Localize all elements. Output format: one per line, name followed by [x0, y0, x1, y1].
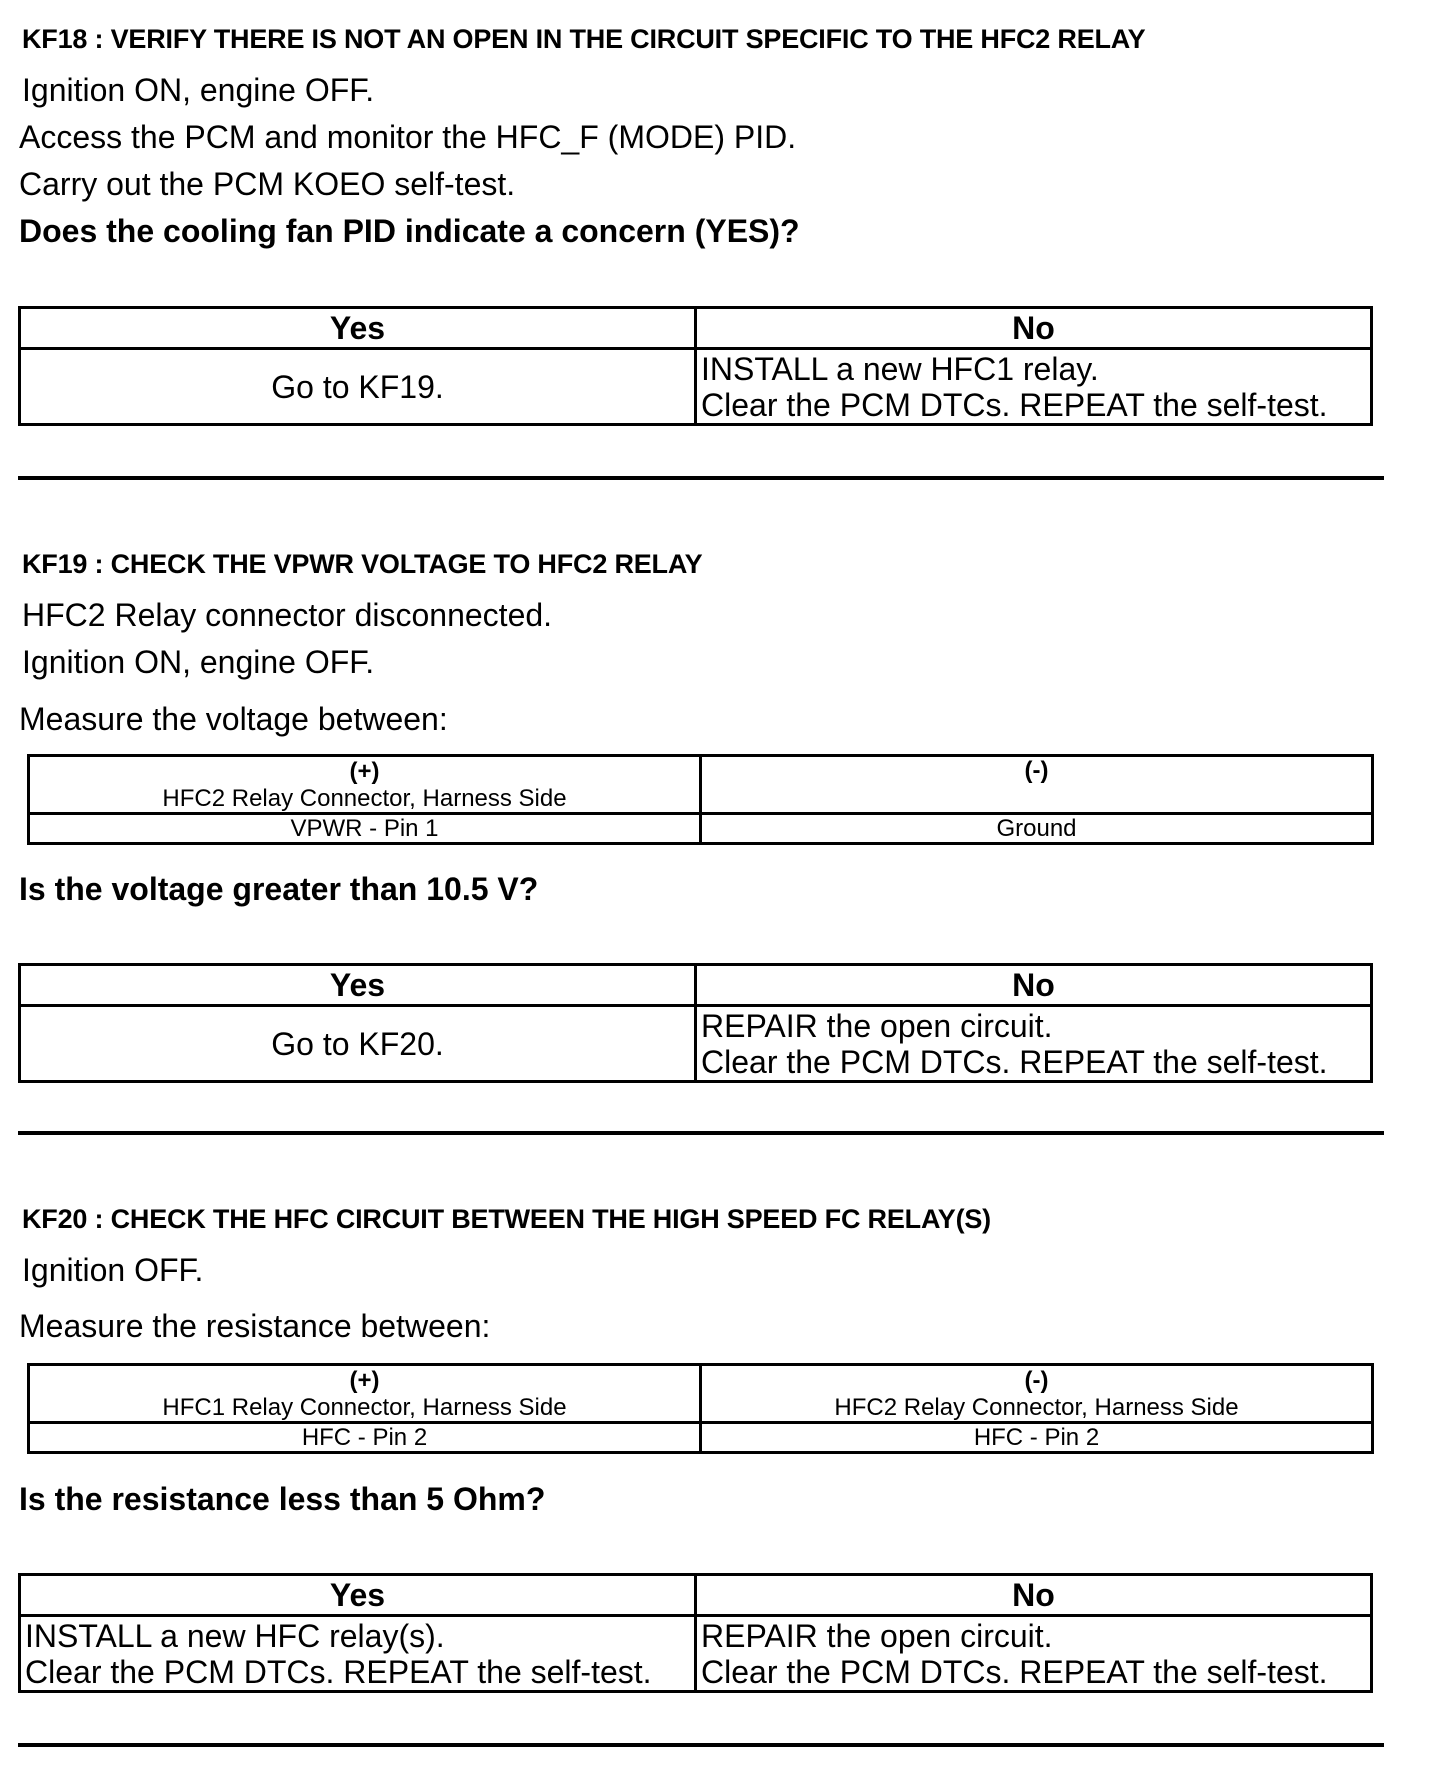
negative-probe-pin: Ground: [701, 814, 1373, 844]
kf18-question: Does the cooling fan PID indicate a concern (YES)?: [19, 213, 800, 249]
kf20-step-2: Measure the resistance between:: [19, 1308, 491, 1344]
yes-header: Yes: [20, 308, 696, 349]
kf19-result-table: [18, 963, 1373, 1083]
section-divider: [18, 476, 1384, 480]
kf20-question: Is the resistance less than 5 Ohm?: [19, 1481, 546, 1517]
section-divider: [18, 1131, 1384, 1135]
kf18-step-1: Ignition ON, engine OFF.: [22, 72, 375, 108]
positive-probe-header: [29, 756, 701, 814]
yes-action-line: Clear the PCM DTCs. REPEAT the self-test.: [25, 1653, 652, 1690]
kf19-measurement-table: [27, 754, 1374, 845]
kf18-step-2: Access the PCM and monitor the HFC_F (MODE) PID.: [19, 119, 797, 155]
yes-action-line: Go to KF20.: [271, 1025, 444, 1062]
kf19-heading: KF19 : CHECK THE VPWR VOLTAGE TO HFC2 RELAY: [22, 549, 703, 579]
kf19-step-2: Ignition ON, engine OFF.: [22, 644, 375, 680]
kf20-step-1: Ignition OFF.: [22, 1252, 204, 1288]
positive-probe-pin: VPWR - Pin 1: [29, 814, 701, 844]
no-action: [696, 1616, 1372, 1692]
yes-action-line: Go to KF19.: [271, 368, 444, 405]
no-action-line: Clear the PCM DTCs. REPEAT the self-test.: [701, 386, 1328, 423]
negative-sign: (-): [1024, 757, 1049, 784]
kf20-heading: KF20 : CHECK THE HFC CIRCUIT BETWEEN THE HIGH SPEED FC RELAY(S): [22, 1204, 991, 1234]
negative-probe-location: HFC2 Relay Connector, Harness Side: [834, 1393, 1239, 1421]
positive-sign: (+): [349, 757, 380, 785]
no-action-line: Clear the PCM DTCs. REPEAT the self-test.: [701, 1653, 1328, 1690]
yes-action: [20, 1616, 696, 1692]
no-action: [696, 1006, 1372, 1082]
yes-header: Yes: [20, 965, 696, 1006]
negative-probe-header: [701, 756, 1373, 814]
negative-probe-header: [701, 1365, 1373, 1423]
kf19-step-3: Measure the voltage between:: [19, 701, 448, 737]
positive-probe-location: HFC1 Relay Connector, Harness Side: [162, 1393, 567, 1421]
positive-probe-header: [29, 1365, 701, 1423]
no-header: No: [696, 965, 1372, 1006]
positive-sign: (+): [349, 1366, 380, 1394]
kf20-measurement-table: [27, 1363, 1374, 1454]
negative-probe-pin: HFC - Pin 2: [701, 1423, 1373, 1453]
no-header: No: [696, 308, 1372, 349]
no-action-line: Clear the PCM DTCs. REPEAT the self-test.: [701, 1043, 1328, 1080]
kf19-step-1: HFC2 Relay connector disconnected.: [22, 597, 553, 633]
yes-header: Yes: [20, 1575, 696, 1616]
positive-probe-pin: HFC - Pin 2: [29, 1423, 701, 1453]
no-action-line: INSTALL a new HFC1 relay.: [701, 350, 1099, 387]
positive-probe-location: HFC2 Relay Connector, Harness Side: [162, 784, 567, 812]
yes-action: [20, 1006, 696, 1082]
yes-action: [20, 349, 696, 425]
yes-action-line: INSTALL a new HFC relay(s).: [25, 1617, 445, 1654]
negative-sign: (-): [1024, 1366, 1049, 1394]
no-action-line: REPAIR the open circuit.: [701, 1007, 1053, 1044]
kf18-heading: KF18 : VERIFY THERE IS NOT AN OPEN IN THE CIRCUIT SPECIFIC TO THE HFC2 RELAY: [22, 24, 1146, 54]
kf18-step-3: Carry out the PCM KOEO self-test.: [19, 166, 516, 202]
no-action-line: REPAIR the open circuit.: [701, 1617, 1053, 1654]
kf18-result-table: [18, 306, 1373, 426]
no-action: [696, 349, 1372, 425]
kf20-result-table: [18, 1573, 1373, 1693]
section-divider: [18, 1743, 1384, 1747]
kf19-question: Is the voltage greater than 10.5 V?: [19, 871, 539, 907]
no-header: No: [696, 1575, 1372, 1616]
